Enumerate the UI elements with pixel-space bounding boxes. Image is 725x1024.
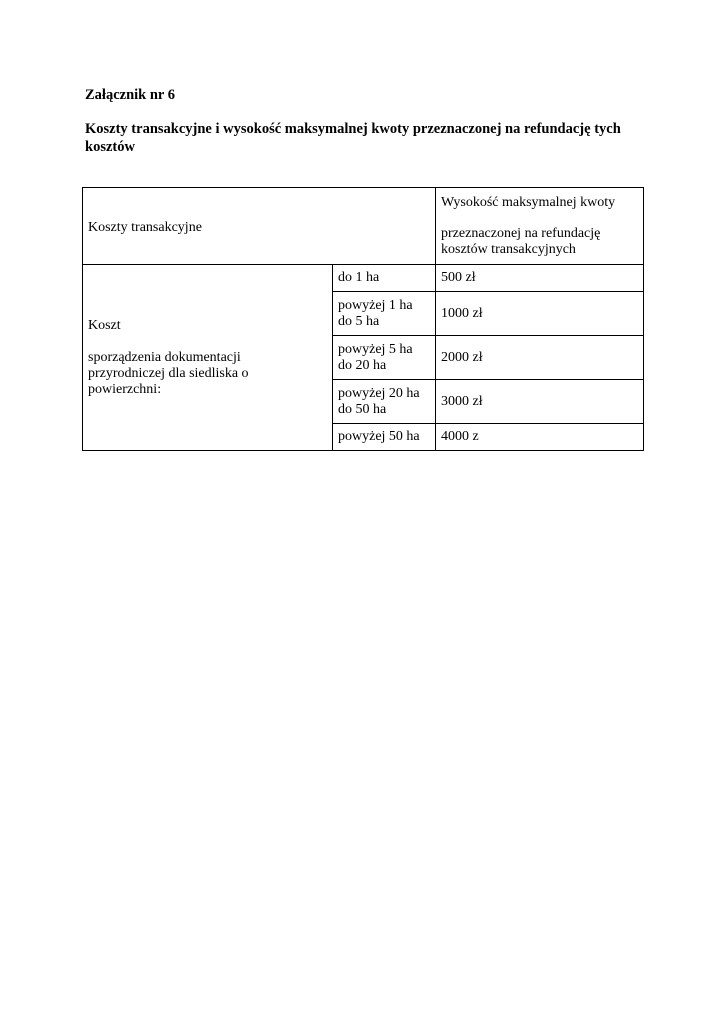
cost-label-line-4: powierzchni: <box>88 381 162 397</box>
heading-line-1: Koszty transakcyjne i wysokość maksymalnej kwoty przeznaczonej na refundację tych <box>85 121 621 137</box>
header-cell-max-amount <box>436 188 644 265</box>
amount-cell <box>436 292 644 336</box>
area-range-cell <box>333 424 436 451</box>
header-cell-costs <box>83 188 436 265</box>
amount-value: 2000 zł <box>441 349 483 365</box>
header-max-amount-line-3: kosztów transakcyjnych <box>441 241 576 257</box>
header-max-amount-line-2: przeznaczonej na refundację <box>441 225 601 241</box>
transaction-costs-table <box>82 187 644 451</box>
header-costs-label: Koszty transakcyjne <box>88 220 202 235</box>
area-range-line-2: do 50 ha <box>338 401 387 417</box>
area-range-cell <box>333 265 436 292</box>
area-range-line-2: do 20 ha <box>338 357 387 373</box>
amount-cell <box>436 380 644 424</box>
area-range-cell <box>333 292 436 336</box>
cost-label-line-2: sporządzenia dokumentacji <box>88 349 241 365</box>
area-range-line-2: do 5 ha <box>338 313 380 329</box>
cost-description-cell <box>83 265 333 451</box>
header-max-amount-line-1: Wysokość maksymalnej kwoty <box>441 194 616 210</box>
area-range-line-1: powyżej 20 ha <box>338 385 420 401</box>
area-range-line-1: powyżej 50 ha <box>338 429 420 444</box>
cost-label-line-3: przyrodniczej dla siedliska o <box>88 365 249 381</box>
amount-cell <box>436 336 644 380</box>
cost-label-line-1: Koszt <box>88 317 121 333</box>
table-header-row <box>83 188 644 265</box>
area-range-line-1: powyżej 1 ha <box>338 297 413 313</box>
amount-cell <box>436 424 644 451</box>
amount-value: 4000 z <box>441 429 479 444</box>
amount-value: 3000 zł <box>441 393 483 409</box>
amount-value: 1000 zł <box>441 305 483 321</box>
document-heading <box>85 120 645 156</box>
area-range-cell <box>333 380 436 424</box>
table-row <box>83 265 644 292</box>
area-range-cell <box>333 336 436 380</box>
area-range-line-1: do 1 ha <box>338 270 380 285</box>
heading-line-2: kosztów <box>85 139 135 155</box>
area-range-line-1: powyżej 5 ha <box>338 341 413 357</box>
amount-value: 500 zł <box>441 270 476 285</box>
amount-cell <box>436 265 644 292</box>
annex-title: Załącznik nr 6 <box>85 87 175 103</box>
